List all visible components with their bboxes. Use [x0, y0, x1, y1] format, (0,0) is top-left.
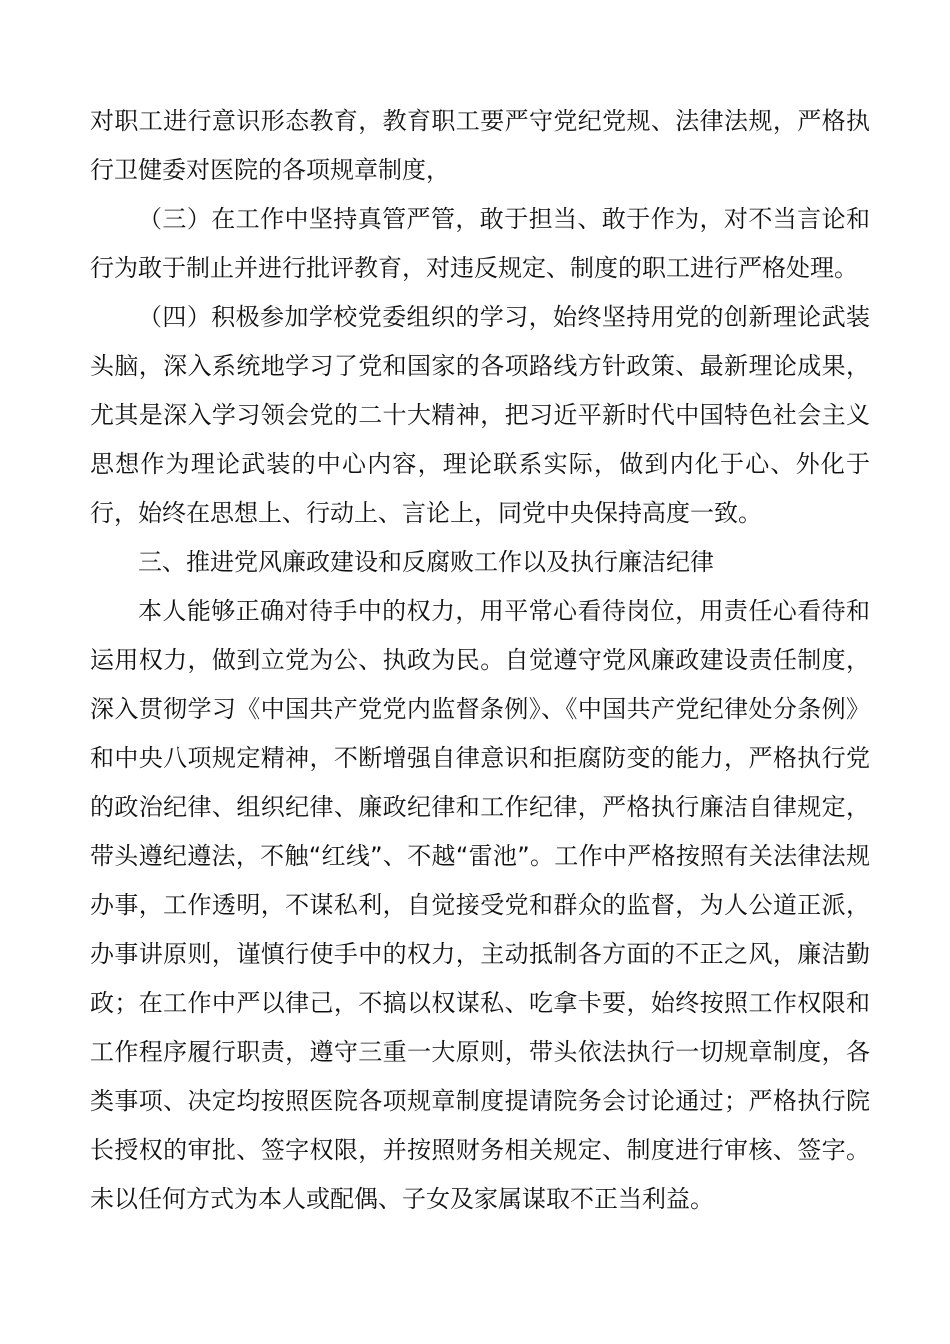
- paragraph-section-4: （四）积极参加学校党委组织的学习，始终坚持用党的创新理论武装头脑，深入系统地学习了党和国家的各项路线方针政策、最新理论成果，尤其是深入学习领会党的二十大精神，把习近平新时代中国特色社会主义思想作为理论武装的中心内容，理论联系实际，做到内化于心、外化于行，始终在思想上、行动上、言论上，同党中央保持高度一致。: [90, 303, 870, 527]
- paragraph-section-3: （三）在工作中坚持真管严管，敢于担当、敢于作为，对不当言论和行为敢于制止并进行批评教育，对违反规定、制度的职工进行严格处理。: [90, 205, 870, 282]
- paragraph-integrity: 本人能够正确对待手中的权力，用平常心看待岗位，用责任心看待和运用权力，做到立党为公、执政为民。自觉遵守党风廉政建设责任制度，深入贯彻学习《中国共产党党内监督条例》、《中国共产党纪律处分条例》和中央八项规定精神，不断增强自律意识和拒腐防变的能力，严格执行党的政治纪律、组织纪律、廉政纪律和工作纪律，严格执行廉洁自律规定，带头遵纪遵法，不触“红线”、不越“雷池”。工作中严格按照有关法律法规办事，工作透明，不谋私利，自觉接受党和群众的监督，为人公道正派，办事讲原则，谨慎行使手中的权力，主动抵制各方面的不正之风，廉洁勤政；在工作中严以律己，不搞以权谋私、吃拿卡要，始终按照工作权限和工作程序履行职责，遵守三重一大原则，带头依法执行一切规章制度，各类事项、决定均按照医院各项规章制度提请院务会讨论通过；严格执行院长授权的审批、签字权限，并按照财务相关规定、制度进行审核、签字。未以任何方式为本人或配偶、子女及家属谋取不正当利益。: [90, 597, 870, 1213]
- section-heading-3: 三、推进党风廉政建设和反腐败工作以及执行廉洁纪律: [138, 548, 714, 576]
- paragraph-continuation: 对职工进行意识形态教育，教育职工要严守党纪党规、法律法规，严格执行卫健委对医院的各项规章制度，: [90, 107, 870, 184]
- document-page: [90, 97, 870, 1224]
